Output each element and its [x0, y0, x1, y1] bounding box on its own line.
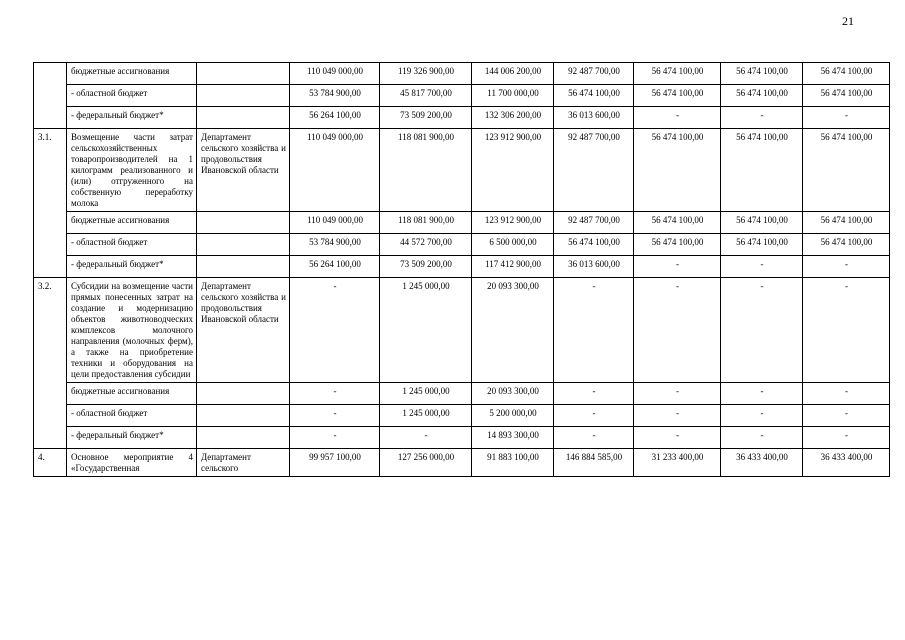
value-cell: 73 509 200,00 — [380, 107, 472, 129]
table-row — [34, 212, 890, 234]
value-cell: 36 013 600,00 — [554, 256, 634, 278]
row-name: - областной бюджет — [67, 85, 197, 107]
value-cell: 92 487 700,00 — [554, 212, 634, 234]
table-row — [34, 63, 890, 85]
value-cell: 123 912 900,00 — [472, 129, 554, 212]
table-row — [34, 107, 890, 129]
value-cell: 56 474 100,00 — [721, 85, 803, 107]
value-cell: - — [803, 278, 890, 383]
row-name: бюджетные ассигнования — [67, 212, 197, 234]
row-name: - областной бюджет — [67, 405, 197, 427]
value-cell: - — [290, 383, 380, 405]
table-row — [34, 129, 890, 212]
value-cell: 56 474 100,00 — [803, 234, 890, 256]
value-cell: - — [721, 256, 803, 278]
table-row — [34, 383, 890, 405]
value-cell: 118 081 900,00 — [380, 129, 472, 212]
value-cell: - — [554, 278, 634, 383]
value-cell: 36 013 600,00 — [554, 107, 634, 129]
table-row — [34, 427, 890, 449]
value-cell: 56 474 100,00 — [721, 63, 803, 85]
value-cell: 1 245 000,00 — [380, 405, 472, 427]
value-cell: - — [290, 278, 380, 383]
value-cell: 56 474 100,00 — [634, 234, 721, 256]
row-executor — [197, 63, 290, 85]
value-cell: 53 784 900,00 — [290, 85, 380, 107]
row-code: 3.2. — [34, 278, 67, 449]
value-cell: - — [554, 427, 634, 449]
value-cell: - — [634, 405, 721, 427]
table-row — [34, 405, 890, 427]
table-row — [34, 278, 890, 383]
value-cell: 1 245 000,00 — [380, 383, 472, 405]
value-cell: 110 049 000,00 — [290, 212, 380, 234]
value-cell: 56 474 100,00 — [634, 63, 721, 85]
value-cell: - — [634, 383, 721, 405]
value-cell: - — [803, 405, 890, 427]
value-cell: 123 912 900,00 — [472, 212, 554, 234]
table-row — [34, 449, 890, 477]
table-row — [34, 85, 890, 107]
value-cell: 119 326 900,00 — [380, 63, 472, 85]
row-executor — [197, 405, 290, 427]
value-cell: 45 817 700,00 — [380, 85, 472, 107]
table-row — [34, 256, 890, 278]
value-cell: 20 093 300,00 — [472, 278, 554, 383]
value-cell: 56 474 100,00 — [634, 85, 721, 107]
row-name: бюджетные ассигнования — [67, 383, 197, 405]
value-cell: 1 245 000,00 — [380, 278, 472, 383]
row-name: - федеральный бюджет* — [67, 427, 197, 449]
value-cell: - — [803, 383, 890, 405]
value-cell: 56 474 100,00 — [721, 234, 803, 256]
value-cell: 99 957 100,00 — [290, 449, 380, 477]
value-cell: 91 883 100,00 — [472, 449, 554, 477]
row-executor — [197, 383, 290, 405]
value-cell: - — [721, 383, 803, 405]
value-cell: 53 784 900,00 — [290, 234, 380, 256]
value-cell: - — [634, 107, 721, 129]
value-cell: 56 474 100,00 — [721, 212, 803, 234]
row-executor — [197, 107, 290, 129]
value-cell: 56 474 100,00 — [554, 85, 634, 107]
value-cell: 56 474 100,00 — [721, 129, 803, 212]
row-code — [34, 63, 67, 129]
table-row — [34, 234, 890, 256]
value-cell: - — [721, 278, 803, 383]
value-cell: 56 474 100,00 — [803, 63, 890, 85]
value-cell: 56 474 100,00 — [803, 212, 890, 234]
value-cell: 56 474 100,00 — [803, 129, 890, 212]
value-cell: - — [290, 405, 380, 427]
row-name: бюджетные ассигнования — [67, 63, 197, 85]
value-cell: - — [634, 256, 721, 278]
value-cell: 110 049 000,00 — [290, 129, 380, 212]
page-number: 21 — [842, 14, 854, 28]
value-cell: 31 233 400,00 — [634, 449, 721, 477]
value-cell: 14 893 300,00 — [472, 427, 554, 449]
value-cell: - — [634, 278, 721, 383]
value-cell: 132 306 200,00 — [472, 107, 554, 129]
row-code: 3.1. — [34, 129, 67, 278]
row-name: Возмещение части затрат сельскохозяйственных товаропроизводителей на 1 килограмм реализованного и (или) отгруженного на собственную переработку молока — [67, 129, 197, 212]
value-cell: - — [634, 427, 721, 449]
row-executor — [197, 234, 290, 256]
value-cell: 56 474 100,00 — [634, 129, 721, 212]
row-name: - федеральный бюджет* — [67, 107, 197, 129]
row-name: Основное мероприятие 4 «Государственная — [67, 449, 197, 477]
value-cell: - — [554, 405, 634, 427]
value-cell: 117 412 900,00 — [472, 256, 554, 278]
row-executor: Департамент сельского хозяйства и продовольствия Ивановской области — [197, 278, 290, 383]
row-executor — [197, 256, 290, 278]
row-name: - областной бюджет — [67, 234, 197, 256]
value-cell: - — [554, 383, 634, 405]
value-cell: - — [721, 107, 803, 129]
value-cell: 110 049 000,00 — [290, 63, 380, 85]
value-cell: - — [380, 427, 472, 449]
row-executor: Департамент сельского хозяйства и продовольствия Ивановской области — [197, 129, 290, 212]
value-cell: 92 487 700,00 — [554, 129, 634, 212]
value-cell: 73 509 200,00 — [380, 256, 472, 278]
value-cell: 11 700 000,00 — [472, 85, 554, 107]
row-executor — [197, 212, 290, 234]
value-cell: 6 500 000,00 — [472, 234, 554, 256]
value-cell: 5 200 000,00 — [472, 405, 554, 427]
value-cell: 36 433 400,00 — [721, 449, 803, 477]
value-cell: 36 433 400,00 — [803, 449, 890, 477]
value-cell: - — [803, 107, 890, 129]
row-executor — [197, 427, 290, 449]
value-cell: 127 256 000,00 — [380, 449, 472, 477]
row-name: Субсидии на возмещение части прямых понесенных затрат на создание и модернизацию объектов животноводческих комплексов молочного направления (молочных ферм), а также на приобретение техники и оборудования на цели предоставления субсидии — [67, 278, 197, 383]
value-cell: 44 572 700,00 — [380, 234, 472, 256]
value-cell: - — [803, 427, 890, 449]
value-cell: 92 487 700,00 — [554, 63, 634, 85]
row-code: 4. — [34, 449, 67, 477]
row-executor — [197, 85, 290, 107]
budget-table — [33, 62, 890, 477]
value-cell: 56 474 100,00 — [803, 85, 890, 107]
value-cell: - — [721, 427, 803, 449]
value-cell: 144 006 200,00 — [472, 63, 554, 85]
value-cell: - — [290, 427, 380, 449]
value-cell: 56 474 100,00 — [634, 212, 721, 234]
row-executor: Департамент сельского — [197, 449, 290, 477]
value-cell: 56 474 100,00 — [554, 234, 634, 256]
row-name: - федеральный бюджет* — [67, 256, 197, 278]
value-cell: 146 884 585,00 — [554, 449, 634, 477]
value-cell: 56 264 100,00 — [290, 107, 380, 129]
value-cell: - — [803, 256, 890, 278]
value-cell: 118 081 900,00 — [380, 212, 472, 234]
value-cell: 56 264 100,00 — [290, 256, 380, 278]
value-cell: 20 093 300,00 — [472, 383, 554, 405]
value-cell: - — [721, 405, 803, 427]
